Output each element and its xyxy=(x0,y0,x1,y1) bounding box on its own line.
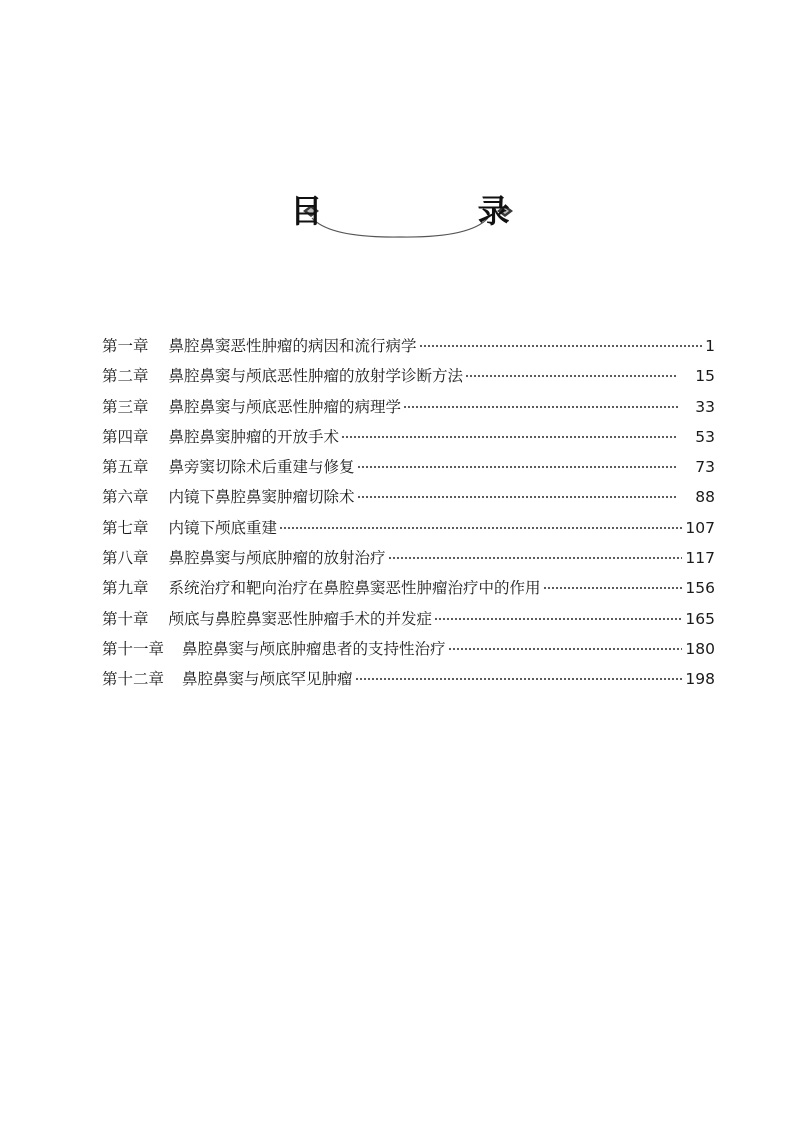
toc-entry[interactable] xyxy=(102,634,715,664)
chapter-title: 鼻腔鼻窦恶性肿瘤的病因和流行病学 xyxy=(168,337,417,355)
dot-leader xyxy=(419,345,702,347)
table-of-contents xyxy=(102,331,715,695)
chapter-title: 内镜下鼻腔鼻窦肿瘤切除术 xyxy=(168,488,355,507)
page-number: 180 xyxy=(685,639,715,658)
page-number: 165 xyxy=(685,609,715,628)
page-number: 73 xyxy=(695,458,715,477)
chapter-number: 第十一章 xyxy=(102,639,165,658)
chapter-title: 鼻腔鼻窦与颅底肿瘤患者的支持性治疗 xyxy=(182,639,446,658)
dot-leader xyxy=(355,678,683,680)
toc-entry[interactable] xyxy=(102,604,715,634)
dot-leader xyxy=(403,406,678,408)
dot-leader xyxy=(388,557,683,559)
chapter-number: 第十章 xyxy=(102,609,149,628)
dot-leader xyxy=(357,496,679,498)
chapter-number: 第九章 xyxy=(102,579,149,598)
chapter-number: 第七章 xyxy=(102,518,149,537)
dot-leader xyxy=(448,648,683,650)
dot-leader xyxy=(543,587,683,589)
page-number: 198 xyxy=(685,670,715,689)
page-number: 88 xyxy=(695,488,715,507)
toc-entry[interactable] xyxy=(102,452,715,482)
chapter-title: 颅底与鼻腔鼻窦恶性肿瘤手术的并发症 xyxy=(168,609,433,628)
chapter-title: 鼻腔鼻窦肿瘤的开放手术 xyxy=(168,427,340,446)
chapter-number: 第四章 xyxy=(102,427,149,446)
toc-heading xyxy=(0,180,800,250)
toc-entry[interactable] xyxy=(102,513,715,543)
dot-leader xyxy=(465,375,678,377)
toc-entry[interactable] xyxy=(102,664,715,694)
chapter-number: 第六章 xyxy=(102,488,149,507)
page-number: 1 xyxy=(705,337,715,355)
toc-entry[interactable] xyxy=(102,361,715,391)
page-number: 53 xyxy=(695,427,715,446)
page-number: 15 xyxy=(695,367,715,386)
toc-entry[interactable] xyxy=(102,331,715,361)
chapter-number: 第三章 xyxy=(102,397,149,416)
chapter-title: 系统治疗和靶向治疗在鼻腔鼻窦恶性肿瘤治疗中的作用 xyxy=(168,579,541,598)
page-number: 33 xyxy=(695,397,715,416)
dot-leader xyxy=(341,436,678,438)
toc-entry[interactable] xyxy=(102,482,715,512)
chapter-number: 第五章 xyxy=(102,458,149,477)
chapter-number: 第一章 xyxy=(102,337,149,355)
page-number: 107 xyxy=(685,518,715,537)
toc-entry[interactable] xyxy=(102,392,715,422)
page-title: 目 录 xyxy=(290,192,582,230)
chapter-title: 鼻腔鼻窦与颅底罕见肿瘤 xyxy=(182,670,353,689)
page-number: 117 xyxy=(685,549,715,568)
toc-entry[interactable] xyxy=(102,543,715,573)
toc-entry[interactable] xyxy=(102,422,715,452)
page-number: 156 xyxy=(685,579,715,598)
dot-leader xyxy=(434,618,682,620)
chapter-title: 鼻腔鼻窦与颅底恶性肿瘤的放射学诊断方法 xyxy=(168,367,464,386)
toc-entry[interactable] xyxy=(102,573,715,603)
dot-leader xyxy=(279,527,682,529)
chapter-number: 第十二章 xyxy=(102,670,165,689)
chapter-number: 第二章 xyxy=(102,367,149,386)
chapter-title: 鼻旁窦切除术后重建与修复 xyxy=(168,458,355,477)
chapter-title: 内镜下颅底重建 xyxy=(168,518,278,537)
chapter-number: 第八章 xyxy=(102,549,149,568)
chapter-title: 鼻腔鼻窦与颅底恶性肿瘤的病理学 xyxy=(168,397,402,416)
dot-leader xyxy=(357,466,679,468)
chapter-title: 鼻腔鼻窦与颅底肿瘤的放射治疗 xyxy=(168,549,386,568)
